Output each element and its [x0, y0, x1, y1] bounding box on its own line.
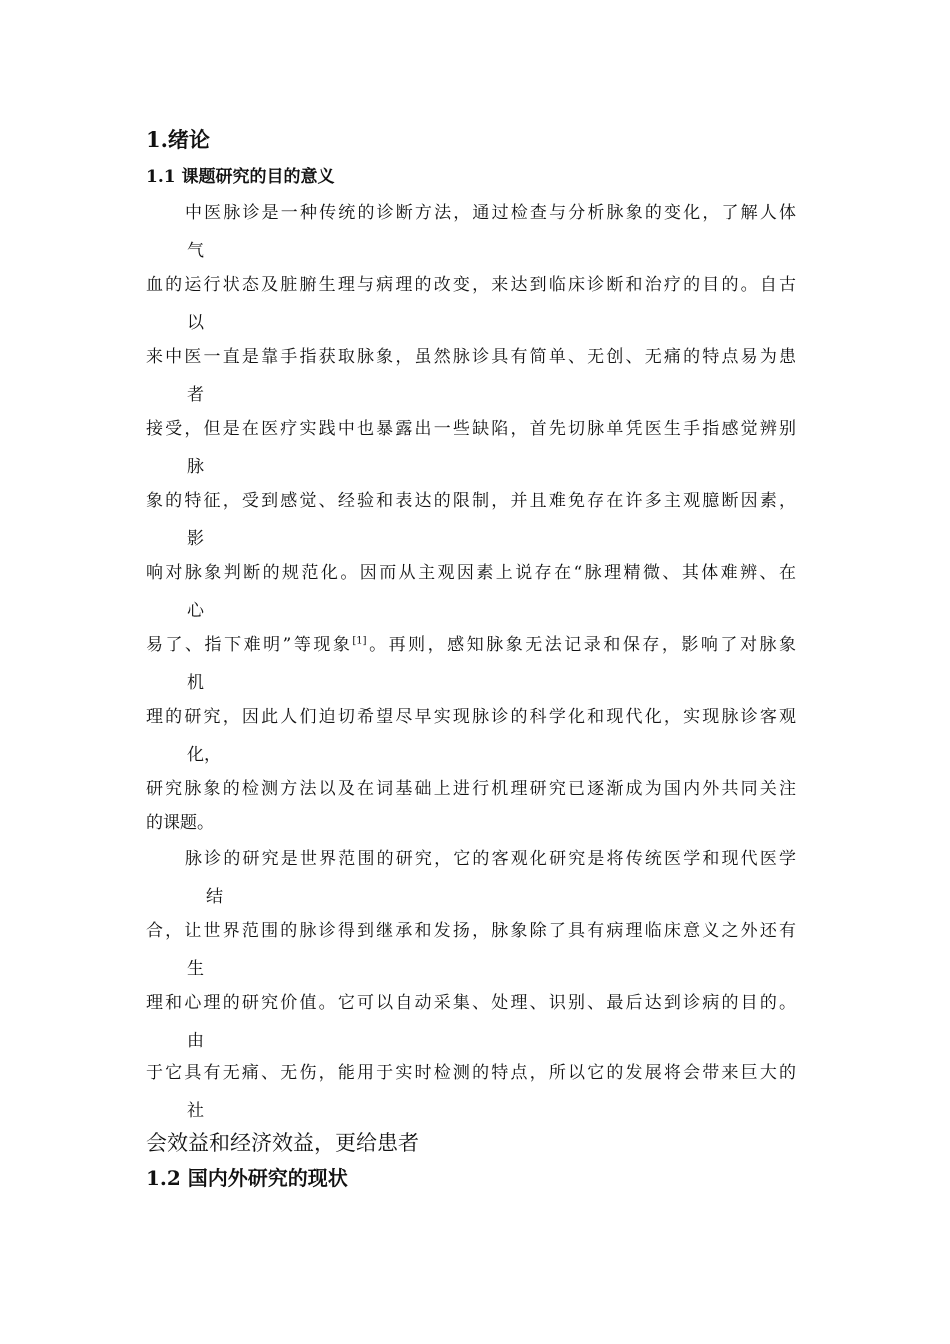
- citation-ref: [1]: [352, 635, 367, 647]
- section-heading-1-1: 1.1 课题研究的目的意义: [146, 167, 335, 187]
- wrapped-char: 由: [187, 1031, 204, 1051]
- paragraph-line: 的课题。: [146, 813, 214, 833]
- paragraph-line: 脉诊的研究是世界范围的研究，它的客观化研究是将传统医学和现代医学: [185, 849, 796, 869]
- wrapped-char: 者: [187, 385, 204, 405]
- paragraph-line: 来中医一直是靠手指获取脉象，虽然脉诊具有简单、无创、无痛的特点易为患: [146, 347, 796, 367]
- chapter-heading: 1.绪论: [146, 127, 210, 152]
- paragraph-line: 中医脉诊是一种传统的诊断方法，通过检查与分析脉象的变化，了解人体: [185, 203, 796, 223]
- wrapped-char: 社: [187, 1101, 204, 1121]
- paragraph-line: 于它具有无痛、无伤，能用于实时检测的特点，所以它的发展将会带来巨大的: [146, 1063, 796, 1083]
- paragraph-line-final: 会效益和经济效益，更给患者: [146, 1131, 419, 1155]
- paragraph-line: 血的运行状态及脏腑生理与病理的改变，来达到临床诊断和治疗的目的。自古: [146, 275, 796, 295]
- paragraph-line: 接受，但是在医疗实践中也暴露出一些缺陷，首先切脉单凭医生手指感觉辨别: [146, 419, 796, 439]
- paragraph-line: 理的研究，因此人们迫切希望尽早实现脉诊的科学化和现代化，实现脉诊客观: [146, 707, 796, 727]
- paragraph-line: 响对脉象判断的规范化。因而从主观因素上说存在“脉理精微、其体难辨、在: [146, 563, 796, 583]
- wrapped-char: 气: [187, 241, 204, 261]
- line-text-a: 易了、指下难明”等现象: [146, 635, 353, 655]
- paragraph-line: 研究脉象的检测方法以及在词基础上进行机理研究已逐渐成为国内外共同关注: [146, 779, 796, 799]
- wrapped-char: 影: [187, 529, 204, 549]
- wrapped-char: 脉: [187, 457, 204, 477]
- wrapped-char: 心: [187, 601, 204, 621]
- wrapped-char: 结: [206, 887, 223, 907]
- line-text-b: 。再则，感知脉象无法记录和保存，影响了对脉象: [366, 635, 796, 655]
- wrapped-char: 机: [187, 673, 204, 693]
- wrapped-char: 化，: [187, 745, 221, 765]
- wrapped-char: 生: [187, 959, 204, 979]
- wrapped-char: 以: [187, 313, 204, 333]
- paragraph-line: 象的特征，受到感觉、经验和表达的限制，并且难免存在许多主观臆断因素，: [146, 491, 796, 511]
- paragraph-line: 理和心理的研究价值。它可以自动采集、处理、识别、最后达到诊病的目的。: [146, 993, 796, 1013]
- paragraph-line-with-citation: [146, 630, 796, 655]
- section-heading-1-2: 1.2 国内外研究的现状: [146, 1166, 348, 1190]
- paragraph-line: 合，让世界范围的脉诊得到继承和发扬，脉象除了具有病理临床意义之外还有: [146, 921, 796, 941]
